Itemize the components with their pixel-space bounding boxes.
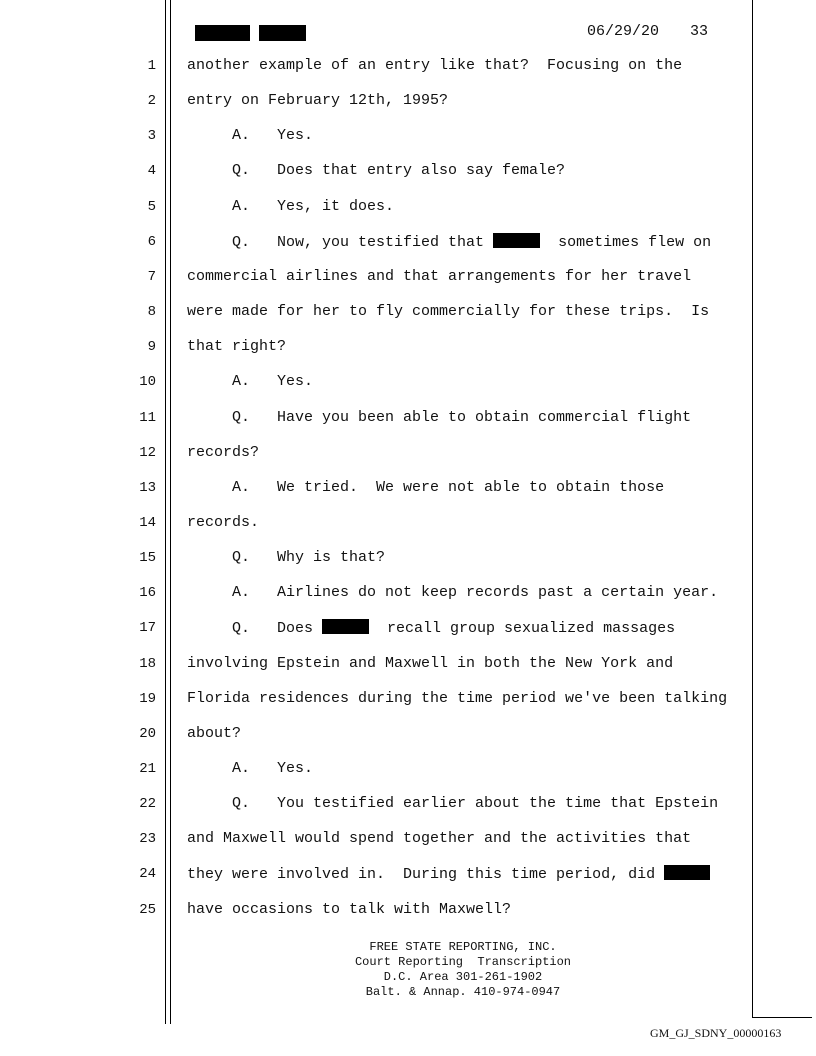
line-number: 8 [147, 304, 156, 321]
transcript-line [0, 719, 816, 754]
line-number: 25 [139, 901, 156, 918]
line-text [187, 198, 394, 215]
line-text [187, 57, 682, 74]
line-number: 21 [139, 761, 156, 777]
line-number: 22 [139, 796, 156, 813]
line-text [187, 479, 664, 496]
line-number: 6 [147, 233, 156, 250]
line-text-segment: records. [187, 513, 260, 531]
transcript-line [0, 824, 816, 859]
footer-reporter-info [263, 940, 663, 1000]
transcript-line [0, 578, 816, 613]
line-number: 13 [139, 479, 156, 496]
header-redaction-2 [259, 25, 306, 41]
line-text-segment: A. Yes. [187, 760, 314, 777]
redaction-box [322, 619, 369, 634]
line-text-segment: and Maxwell would spend together and the activities that [187, 830, 692, 848]
line-text-segment: A. We tried. We were not able to obtain those [187, 478, 665, 496]
line-text [187, 338, 286, 355]
line-text-segment: commercial airlines and that arrangements for her travel [187, 267, 692, 285]
line-number: 1 [147, 58, 156, 74]
line-text [187, 865, 710, 883]
line-text [187, 444, 259, 461]
line-number: 9 [147, 339, 156, 356]
line-text-segment: that right? [187, 338, 287, 356]
line-text-segment: A. Yes, it does. [187, 197, 395, 215]
line-text [187, 514, 259, 531]
line-text [187, 268, 691, 285]
line-text-segment: another example of an entry like that? Focusing on the [187, 57, 683, 74]
line-text-segment: entry on February 12th, 1995? [187, 92, 449, 110]
line-number: 20 [139, 725, 156, 742]
line-text-segment: A. Yes. [187, 127, 314, 145]
line-text [187, 549, 385, 566]
line-text [187, 830, 691, 847]
transcript-line [0, 543, 816, 578]
transcript-line [0, 51, 816, 86]
line-text [187, 373, 313, 390]
line-text-segment: A. Airlines do not keep records past a certain year. [187, 584, 719, 602]
transcript-line [0, 86, 816, 121]
line-number: 3 [147, 128, 156, 145]
line-number: 24 [139, 866, 156, 883]
line-text [187, 655, 673, 672]
line-text [187, 795, 718, 812]
line-text-segment: Q. Have you been able to obtain commercial flight [187, 408, 692, 426]
footer-line: FREE STATE REPORTING, INC. [369, 940, 557, 954]
transcript-line [0, 367, 816, 402]
line-number: 11 [139, 409, 156, 426]
header-date: 06/29/20 [587, 23, 660, 40]
line-number: 12 [139, 444, 156, 461]
transcript-line [0, 789, 816, 824]
line-number: 23 [139, 831, 156, 848]
header-redaction-1 [195, 25, 250, 41]
line-text-segment: about? [187, 724, 242, 742]
transcript-line [0, 438, 816, 473]
transcript-line [0, 649, 816, 684]
line-number: 14 [139, 514, 156, 531]
line-text [187, 409, 691, 426]
line-number: 16 [139, 585, 156, 602]
line-number: 7 [147, 268, 156, 285]
header-page-number: 33 [690, 23, 709, 40]
transcript-line [0, 473, 816, 508]
transcript-line [0, 121, 816, 156]
page-header [0, 22, 816, 44]
line-text [187, 162, 565, 179]
transcript-line [0, 262, 816, 297]
line-text [187, 92, 448, 109]
line-number: 2 [147, 93, 156, 110]
line-text-segment: involving Epstein and Maxwell in both the New York and [187, 654, 674, 672]
transcript-line [0, 156, 816, 191]
line-text-segment: they were involved in. During this time period, did [187, 866, 665, 884]
line-text [187, 619, 675, 637]
transcript-line [0, 227, 816, 262]
line-text-segment: recall group sexualized massages [369, 620, 676, 638]
line-text [187, 584, 718, 601]
transcript-line [0, 754, 816, 789]
transcript-line [0, 613, 816, 648]
transcript-line [0, 192, 816, 227]
line-number: 18 [139, 655, 156, 672]
transcript-line [0, 684, 816, 719]
margin-rule-right-tick [752, 1017, 812, 1018]
line-text-segment: Q. You testified earlier about the time that Epstein [187, 795, 719, 813]
line-text-segment: records? [187, 443, 260, 461]
line-text [187, 690, 727, 707]
line-text-segment: sometimes flew on [540, 233, 712, 251]
transcript-line [0, 508, 816, 543]
redaction-box [493, 233, 540, 248]
line-text [187, 760, 313, 777]
transcript-line [0, 859, 816, 894]
line-text-segment: Q. Now, you testified that [187, 233, 494, 251]
line-text [187, 127, 313, 144]
line-number: 15 [139, 550, 156, 567]
line-text [187, 303, 709, 320]
transcript-line [0, 297, 816, 332]
line-text-segment: Q. Does that entry also say female? [187, 162, 566, 180]
footer-line: Balt. & Annap. 410-974-0947 [365, 985, 561, 999]
line-text-segment: Q. Does [187, 620, 323, 638]
line-text [187, 233, 711, 251]
line-number: 4 [147, 163, 156, 180]
bates-number: GM_GJ_SDNY_00000163 [650, 1026, 782, 1040]
transcript-line [0, 332, 816, 367]
line-number: 5 [147, 198, 156, 215]
line-text [187, 725, 241, 742]
footer-line: D.C. Area 301-261-1902 [383, 970, 543, 984]
line-text-segment: Q. Why is that? [187, 549, 386, 567]
line-text-segment: were made for her to fly commercially for these trips. Is [187, 303, 710, 321]
footer-line: Court Reporting Transcription [354, 955, 572, 969]
transcript-line [0, 895, 816, 930]
line-text [187, 901, 511, 918]
line-number: 17 [139, 620, 156, 637]
line-number: 19 [139, 690, 156, 707]
line-text-segment: have occasions to talk with Maxwell? [187, 900, 512, 918]
transcript-line [0, 403, 816, 438]
line-text-segment: Florida residences during the time period we've been talking [187, 689, 728, 707]
line-text-segment: A. Yes. [187, 373, 314, 391]
redaction-box [664, 865, 710, 880]
line-number: 10 [139, 374, 156, 391]
